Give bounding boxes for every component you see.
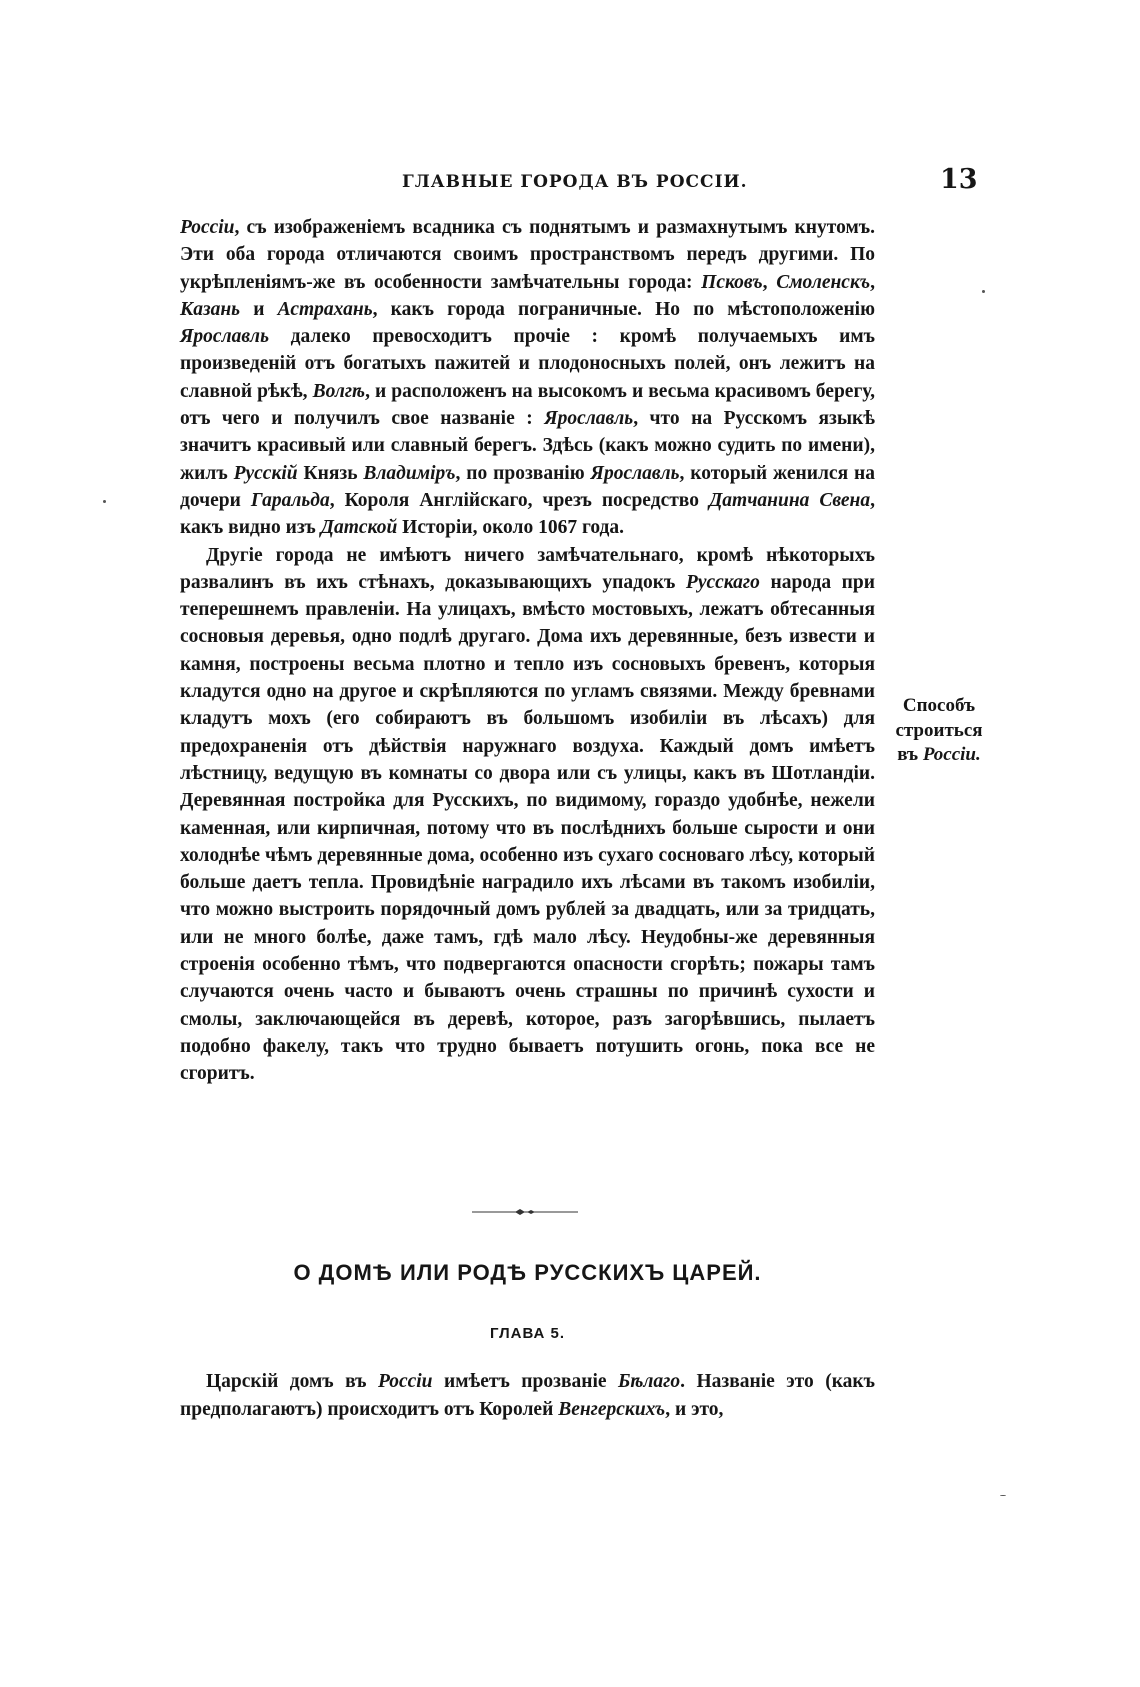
running-head: ГЛАВНЫЕ ГОРОДА ВЪ РОССІИ.: [402, 172, 748, 192]
text-run: , что на Русскомъ языкѣ значитъ красивый или славный берегъ. Здѣсь (какъ можно судить по имени), жилъ: [180, 408, 875, 484]
text-run: народа при теперешнемъ правленіи. На улицахъ, вмѣсто мостовыхъ, лежатъ обтесанныя сосновыя деревья, одно подлѣ другаго. Дома ихъ деревянные, безъ извести и камня, построены весьма плотно и тепло изъ сосновыхъ бревенъ, которыя кладутся одно на другое и скрѣпляются по угламъ связями. Между бревнами кладутъ мохъ (его собираютъ въ большомъ изобиліи въ лѣсахъ) для предохраненія отъ дѣйствія наружнаго воздуха. Каждый домъ имѣетъ лѣстницу, ведущую въ комнаты со двора или съ улицы, какъ въ Шотландіи. Деревянная постройка для Русскихъ, по видимому, гораздо удобнѣе, нежели каменная, или кирпичная, потому что въ послѣднихъ больше сырости и они холоднѣе чѣмъ деревянные дома, особенно изъ сухаго сосноваго лѣсу, который больше даетъ тепла. Провидѣніе наградило ихъ лѣсами въ такомъ изобиліи, что можно выстроить порядочный домъ рублей за двадцать, или за тридцать, или не много болѣе, даже тамъ, гдѣ мало лѣсу. Неудобны-же деревянныя строенія особенно тѣмъ, что подвергаются опасности сгорѣть; пожары тамъ случаются очень часто и бываютъ очень страшны по причинѣ сухости и смолы, заключающейся въ деревѣ, которое, разъ загорѣвшись, пылаетъ подобно факелу, такъ что трудно бываетъ потушить огонь, пока все не сгоритъ.: [180, 571, 875, 1085]
italic-run: Ярославль: [544, 408, 634, 430]
paragraph-2: [180, 542, 875, 1088]
margin-note-italic: Россіи.: [922, 744, 981, 765]
italic-run: Владиміръ: [363, 462, 456, 484]
italic-run: Русскаго: [685, 571, 760, 593]
chapter-paragraph-1: [180, 1368, 875, 1424]
italic-run: Датской: [320, 517, 398, 539]
italic-run: Волгѣ: [312, 380, 366, 402]
text-run: , какъ видно изъ: [180, 489, 876, 539]
text-run: , который женился на дочери: [180, 462, 875, 511]
margin-note-line: Способъ: [902, 695, 976, 716]
text-run: , Короля Англійскаго, чрезъ посредство: [329, 489, 709, 511]
italic-run: Казань: [180, 298, 241, 320]
text-run: , и расположенъ на высокомъ и весьма красивомъ берегу, отъ чего и получилъ свое названіе :: [180, 380, 875, 430]
chapter-title: О ДОМѢ ИЛИ РОДѢ РУССКИХЪ ЦАРЕЙ.: [293, 1260, 762, 1285]
text-run: Князь: [297, 462, 364, 484]
text-run: ,: [870, 271, 875, 293]
margin-note: [884, 694, 994, 768]
text-run: далеко превосходитъ прочіе : кромѣ получаемыхъ имъ произведеній отъ богатыхъ пажитей и плодоносныхъ полей, онъ лежитъ на славной рѣкѣ,: [180, 326, 875, 402]
section-divider-ornament: [470, 1207, 580, 1217]
text-run: Царскій домъ въ: [206, 1371, 378, 1392]
print-speck: [982, 290, 985, 293]
italic-run: Гаральда: [250, 489, 330, 511]
margin-note-prefix: въ: [897, 744, 923, 765]
text-run: ,: [762, 271, 777, 293]
text-run: . Названіе это (какъ предполагаютъ) происходитъ отъ Королей: [180, 1371, 875, 1420]
text-run: , съ изображеніемъ всадника съ поднятымъ и размахнутымъ кнутомъ. Эти оба города отличаются своимъ пространствомъ передъ другими. По укрѣпленіямъ-же въ особенности замѣчательны города:: [180, 217, 875, 293]
text-run: , по прозванію: [455, 462, 591, 484]
italic-run: Астрахань: [277, 298, 373, 320]
chapter-number: ГЛАВА 5.: [489, 1325, 566, 1342]
italic-run: Русскій: [233, 462, 298, 484]
paragraph-1: [180, 214, 875, 542]
text-run: Исторіи, около 1067 года.: [397, 517, 625, 539]
italic-run: Венгерскихъ: [558, 1399, 666, 1420]
text-run: имѣетъ прозваніе: [432, 1371, 618, 1392]
print-speck: [1000, 1495, 1006, 1496]
text-run: , какъ города пограничные. Но по мѣстоположенію: [372, 298, 875, 320]
italic-run: Россіи: [180, 217, 235, 238]
italic-run: Бѣлаго: [618, 1371, 681, 1392]
margin-note-line: строиться: [895, 719, 983, 741]
text-run: Другіе города не имѣютъ ничего замѣчательнаго, кромѣ нѣкоторыхъ развалинъ въ ихъ стѣнахъ, доказывающихъ упадокъ: [180, 544, 875, 593]
text-run: и: [240, 298, 278, 320]
italic-run: Ярославль: [590, 462, 680, 484]
italic-run: Россіи: [378, 1371, 433, 1392]
chapter-text: [180, 1368, 875, 1424]
italic-run: Псковъ: [701, 271, 763, 293]
italic-run: Ярославль: [180, 326, 269, 348]
main-text: [180, 214, 875, 1088]
margin-note-line: [884, 743, 994, 768]
italic-run: Смоленскъ: [776, 271, 871, 293]
text-run: , и это,: [665, 1399, 724, 1420]
page-number: 13: [940, 164, 978, 195]
print-speck: [103, 500, 106, 503]
italic-run: Датчанина Свена: [708, 489, 871, 511]
